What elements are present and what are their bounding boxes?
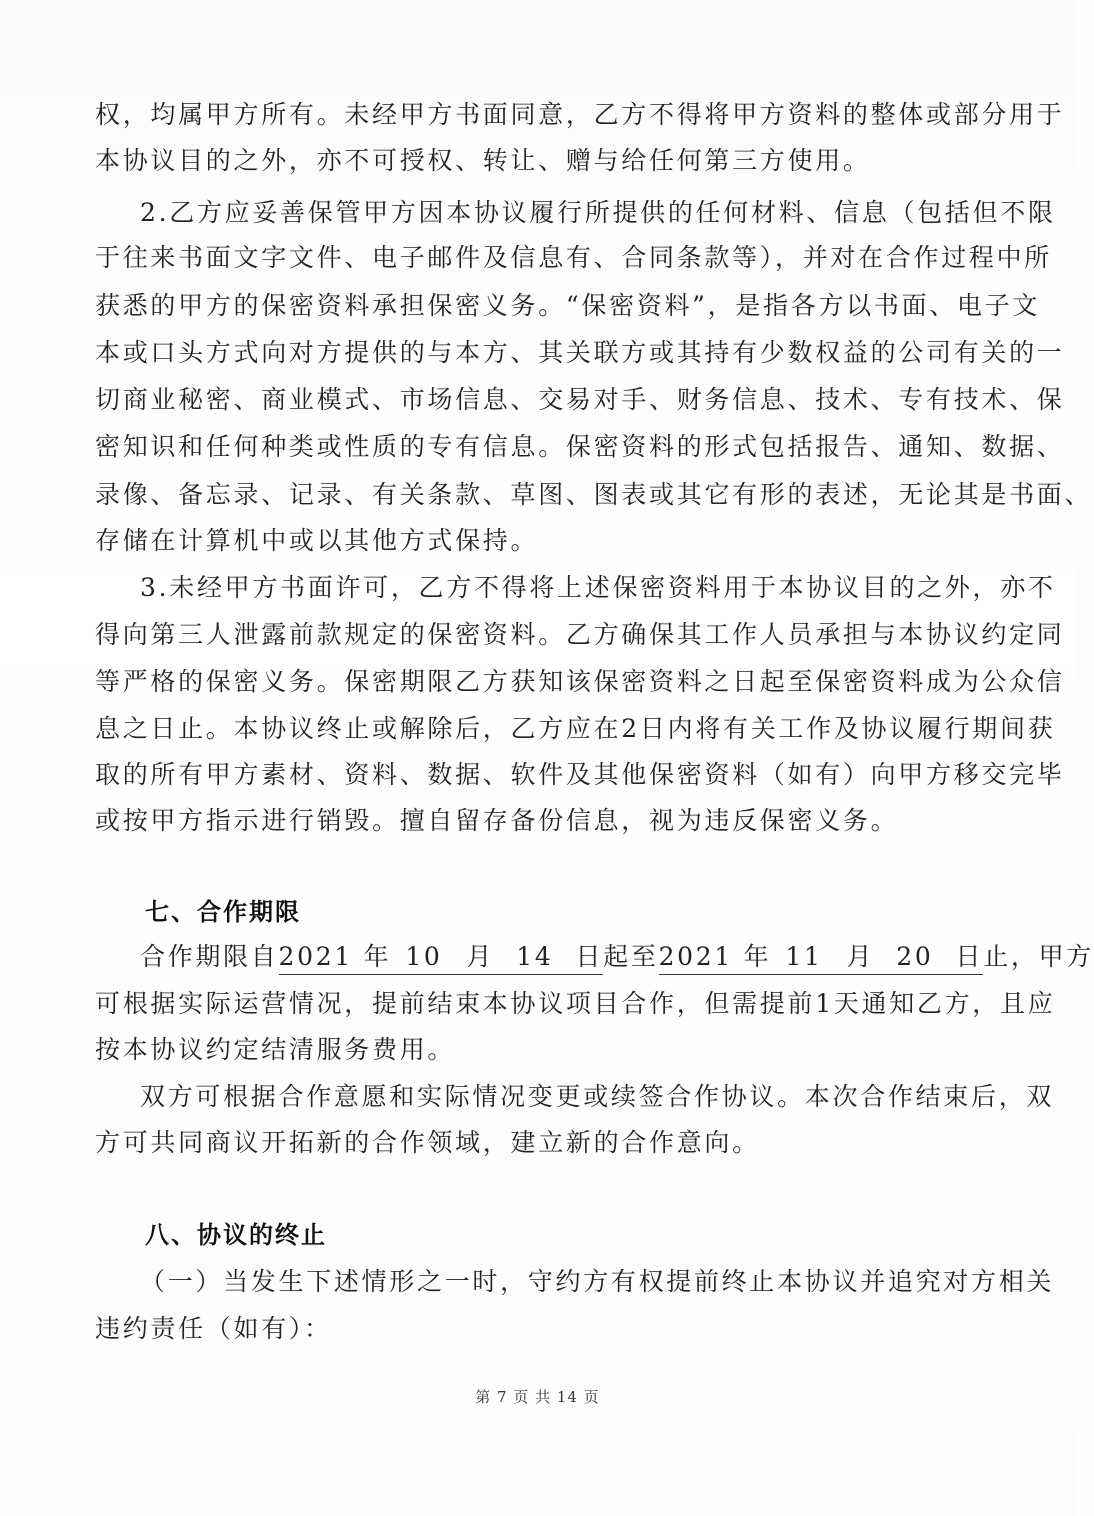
end-year-char: 年 (743, 942, 772, 971)
body-line-1: 权，均属甲方所有。未经甲方书面同意，乙方不得将甲方资料的整体或部分用于 (95, 100, 1065, 129)
end-day-suffix: 日 (955, 942, 984, 971)
body-line-15: 取的所有甲方素材、资料、数据、软件及其他保密资料（如有）向甲方移交完毕 (95, 760, 1065, 789)
section-7-line-4: 方可共同商议开拓新的合作领域，建立新的合作意向。 (95, 1128, 760, 1157)
start-month: 10 (405, 942, 443, 971)
body-line-10: 存储在计算机中或以其他方式保持。 (95, 526, 539, 555)
from-to: 起至 (603, 942, 659, 971)
year-char: 年 (363, 942, 392, 971)
body-line-6: 本或口头方式向对方提供的与本方、其关联方或其持有少数权益的公司有关的一 (95, 338, 1065, 367)
end-month: 11 (785, 942, 823, 971)
end-day: 20 (896, 942, 934, 971)
body-line-3: 2.乙方应妥善保管甲方因本协议履行所提供的任何材料、信息（包括但不限 (140, 198, 1056, 227)
body-line-9: 录像、备忘录、记录、有关条款、草图、图表或其它有形的表述，无论其是书面、 (95, 480, 1093, 509)
section-8-line-1: （一）当发生下述情形之一时，守约方有权提前终止本协议并追究对方相关 (140, 1267, 1055, 1296)
term-end-date (659, 940, 984, 975)
section-7-line-1: 可根据实际运营情况，提前结束本协议项目合作，但需提前1天通知乙方，且应 (95, 989, 1056, 1018)
page-number-footer: 第 7 页 共 14 页 (475, 1388, 600, 1406)
body-line-13: 等严格的保密义务。保密期限乙方获知该保密资料之日起至保密资料成为公众信 (95, 667, 1065, 696)
section-7-heading: 七、合作期限 (145, 898, 301, 926)
term-suffix: 止，甲方 (983, 942, 1094, 971)
start-day-suffix: 日 (575, 942, 604, 971)
section-8-line-2: 违约责任（如有）： (95, 1314, 332, 1343)
body-line-14: 息之日止。本协议终止或解除后，乙方应在2日内将有关工作及协议履行期间获 (95, 714, 1056, 743)
start-year: 2021 (278, 942, 353, 971)
end-month-char: 月 (846, 942, 875, 971)
cooperation-term-line (140, 934, 1094, 980)
section-7-line-3: 双方可根据合作意愿和实际情况变更或续签合作协议。本次合作结束后，双 (140, 1082, 1055, 1111)
body-line-5: 获悉的甲方的保密资料承担保密义务。“保密资料”，是指各方以书面、电子文 (95, 291, 1041, 320)
body-line-11: 3.未经甲方书面许可，乙方不得将上述保密资料用于本协议目的之外，亦不 (140, 573, 1056, 602)
section-8-heading: 八、协议的终止 (145, 1221, 327, 1249)
term-prefix: 合作期限自 (140, 942, 279, 971)
body-line-7: 切商业秘密、商业模式、市场信息、交易对手、财务信息、技术、专有技术、保 (95, 385, 1065, 414)
body-line-4: 于往来书面文字文件、电子邮件及信息有、合同条款等），并对在合作过程中所 (95, 243, 1053, 272)
term-start-date (279, 940, 604, 975)
body-line-16: 或按甲方指示进行销毁。擅自留存备份信息，视为违反保密义务。 (95, 806, 899, 835)
section-7-line-2: 按本协议约定结清服务费用。 (95, 1035, 456, 1064)
start-day: 14 (516, 942, 554, 971)
body-line-12: 得向第三人泄露前款规定的保密资料。乙方确保其工作人员承担与本协议约定同 (95, 620, 1065, 649)
month-char: 月 (466, 942, 495, 971)
body-line-2: 本协议目的之外，亦不可授权、转让、赠与给任何第三方使用。 (95, 146, 871, 175)
body-line-8: 密知识和任何种类或性质的专有信息。保密资料的形式包括报告、通知、数据、 (95, 432, 1065, 461)
end-year: 2021 (658, 942, 733, 971)
